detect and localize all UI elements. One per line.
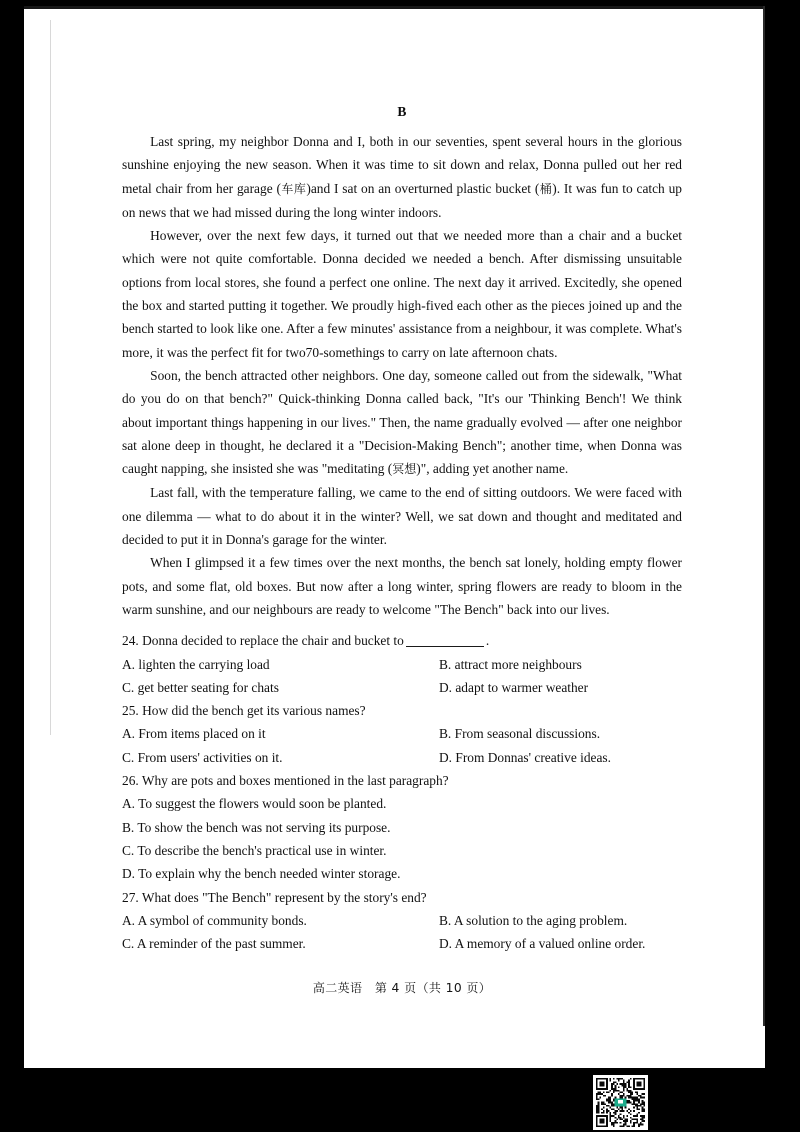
questions-list	[122, 629, 682, 955]
option-a[interactable]: A. A symbol of community bonds.	[122, 912, 307, 928]
passage-paragraph: However, over the next few days, it turned out that we needed more than a chair and a bucket which were not quite comfortable. Donna decided we needed a bench. After dismissing unsuitable options from local stores, she found a perfect one online. The next day it arrived. Excitedly, she opened the box and started putting it together. We proudly high-fived each other as the pieces joined up and the bench started to look like one. After a few minutes' assistance from a neighbour, it was complete. What's more, it was the perfect fit for two70-somethings to carry on late afternoon chats.	[122, 228, 682, 360]
passage-paragraph: Last spring, my neighbor Donna and I, both in our seventies, spent several hours in the glorious sunshine enjoying the new season. When it was time to sit down and relax, Donna pulled out her red metal chair from her garage (车库)and I sat on an overturned plastic bucket (桶). It was fun to catch up on news that we had missed during the long winter indoors.	[122, 134, 682, 220]
question-stem: 25. How did the bench get its various names?	[122, 703, 366, 719]
option-a[interactable]: A. lighten the carrying load	[122, 656, 270, 672]
option-d[interactable]: D. From Donnas' creative ideas.	[439, 749, 611, 765]
option-a[interactable]: A. To suggest the flowers would soon be planted.	[122, 796, 387, 812]
option-b[interactable]: B. A solution to the aging problem.	[439, 912, 628, 928]
qr-code[interactable]	[593, 1075, 648, 1130]
scan-gutter-line	[50, 20, 51, 735]
option-d[interactable]: D. adapt to warmer weather	[439, 679, 589, 695]
option-c[interactable]: C. get better seating for chats	[122, 679, 279, 695]
answer-blank[interactable]	[406, 646, 484, 647]
option-b[interactable]: B. To show the bench was not serving its purpose.	[122, 819, 391, 835]
option-b[interactable]: B. From seasonal discussions.	[439, 726, 601, 742]
question-stem-tail: .	[485, 633, 490, 649]
option-b[interactable]: B. attract more neighbours	[439, 656, 582, 672]
question-stem: 27. What does "The Bench" represent by the story's end?	[122, 889, 427, 905]
page-footer: 高二英语 第 4 页（共 10 页）	[312, 981, 492, 996]
option-row	[122, 653, 682, 676]
question-item	[122, 699, 682, 769]
section-letter-heading: B	[397, 104, 407, 119]
reading-passage	[122, 130, 682, 621]
question-stem: 26. Why are pots and boxes mentioned in the last paragraph?	[122, 773, 449, 789]
question-stem-text: 24. Donna decided to replace the chair and bucket to	[122, 633, 404, 649]
question-stem	[122, 629, 682, 652]
qr-code-canvas	[596, 1078, 645, 1127]
question-item	[122, 886, 682, 956]
option-row	[122, 676, 682, 699]
option-d[interactable]: D. A memory of a valued online order.	[439, 936, 646, 952]
option-c[interactable]: C. A reminder of the past summer.	[122, 936, 306, 952]
page-content	[122, 104, 682, 996]
option-a[interactable]: A. From items placed on it	[122, 726, 266, 742]
passage-paragraph: Last fall, with the temperature falling, we came to the end of sitting outdoors. We were faced with one dilemma — what to do about it in the winter? Well, we sat down and thought and meditated and decided to put it in Donna's garage for the winter.	[122, 485, 682, 548]
question-item	[122, 769, 682, 885]
scanned-page-sheet	[24, 6, 765, 1068]
option-row	[122, 909, 682, 932]
option-row	[122, 932, 682, 955]
passage-paragraph: Soon, the bench attracted other neighbors. One day, someone called out from the sidewalk, "What do you do on that bench?" Quick-thinking Donna called back, "It's our 'Thinking Bench'! We think about important things happening in our lives." Then, the name gradually evolved — after one neighbor sat alone deep in thought, he declared it a "Decision-Making Bench"; another time, when Donna was caught napping, she insisted she was "meditating (冥想)", adding yet another name.	[122, 367, 682, 477]
option-row	[122, 722, 682, 745]
option-c[interactable]: C. To describe the bench's practical use in winter.	[122, 842, 387, 858]
option-d[interactable]: D. To explain why the bench needed winter storage.	[122, 866, 401, 882]
option-c[interactable]: C. From users' activities on it.	[122, 749, 283, 765]
option-row	[122, 746, 682, 769]
question-item	[122, 629, 682, 699]
passage-paragraph: When I glimpsed it a few times over the next months, the bench sat lonely, holding empty flower pots, and some flat, old boxes. But now after a long winter, spring flowers are ready to bloom in the warm sunshine, and our neighbours are ready to welcome "The Bench" back into our lives.	[122, 555, 682, 617]
